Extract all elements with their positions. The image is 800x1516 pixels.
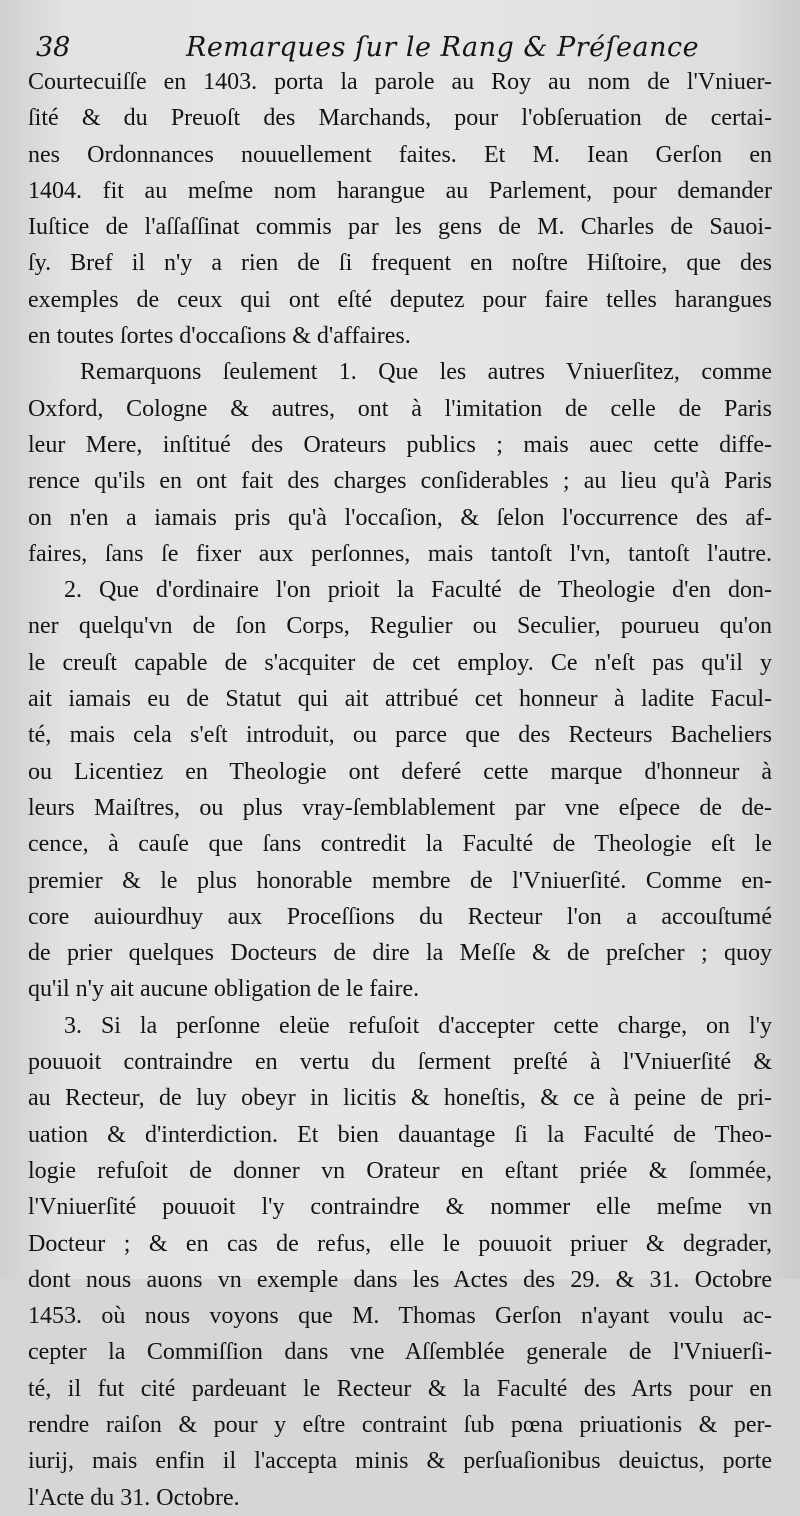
- text-line: leurs Maiſtres, ou plus vray-ſemblablement par vne eſpece de de-: [28, 794, 772, 821]
- text-line: 2. Que d'ordinaire l'on prioit la Faculté de Theologie d'en don-: [64, 577, 772, 604]
- text-line: faires, ſans ſe fixer aux perſonnes, mais tantoſt l'vn, tantoſt l'autre.: [28, 540, 772, 567]
- text-line: té, mais cela s'eſt introduit, ou parce que des Recteurs Bacheliers: [28, 722, 772, 749]
- text-line: Iuſtice de l'aſſaſſinat commis par les gens de M. Charles de Sauoi-: [28, 214, 772, 241]
- text-line: en toutes ſortes d'occaſions & d'affaires.: [28, 323, 411, 350]
- text-line: pouuoit contraindre en vertu du ſerment preſté à l'Vniuerſité &: [28, 1049, 772, 1076]
- text-line: Docteur ; & en cas de refus, elle le pouuoit priuer & degrader,: [28, 1230, 772, 1257]
- text-line: nes Ordonnances nouuellement faites. Et M. Iean Gerſon en: [28, 141, 772, 168]
- text-line: Remarquons ſeulement 1. Que les autres Vniuerſitez, comme: [80, 359, 772, 386]
- text-line: Oxford, Cologne & autres, ont à l'imitation de celle de Paris: [28, 395, 772, 422]
- text-line: 3. Si la perſonne eleüe refuſoit d'accepter cette charge, on l'y: [64, 1012, 772, 1039]
- text-line: iurij, mais enfin il l'accepta minis & perſuaſionibus deuictus, porte: [28, 1448, 772, 1475]
- text-line: qu'il n'y ait aucune obligation de le faire.: [28, 976, 420, 1003]
- text-line: ou Licentiez en Theologie ont deferé cette marque d'honneur à: [28, 758, 772, 785]
- text-line: Courtecuiſſe en 1403. porta la parole au Roy au nom de l'Vniuer-: [28, 69, 772, 95]
- text-line: 1404. fit au meſme nom harangue au Parlement, pour demander: [28, 177, 772, 204]
- text-line: on n'en a iamais pris qu'à l'occaſion, & ſelon l'occurrence des af-: [28, 504, 772, 531]
- text-line: cence, à cauſe que ſans contredit la Faculté de Theologie eſt le: [28, 831, 772, 858]
- text-line: cepter la Commiſſion dans vne Aſſemblée generale de l'Vniuerſi-: [28, 1339, 772, 1366]
- text-line: premier & le plus honorable membre de l'Vniuerſité. Comme en-: [28, 867, 772, 894]
- page-number: 38: [36, 32, 71, 63]
- text-line: de prier quelques Docteurs de dire la Meſſe & de preſcher ; quoy: [28, 940, 772, 967]
- text-line: l'Acte du 31. Octobre.: [28, 1484, 240, 1511]
- text-line: ner quelqu'vn de ſon Corps, Regulier ou Seculier, pourueu qu'on: [28, 613, 772, 640]
- text-line: le creuſt capable de s'acquiter de cet employ. Ce n'eſt pas qu'il y: [28, 649, 772, 676]
- text-line: rence qu'ils en ont fait des charges conſiderables ; au lieu qu'à Paris: [28, 468, 772, 495]
- text-line: l'Vniuerſité pouuoit l'y contraindre & nommer elle meſme vn: [28, 1194, 772, 1221]
- text-line: uation & d'interdiction. Et bien dauantage ſi la Faculté de Theo-: [28, 1121, 772, 1148]
- text-line: rendre raiſon & pour y eſtre contraint ſub pœna priuationis & per-: [28, 1411, 772, 1438]
- text-line: exemples de ceux qui ont eſté deputez pour faire telles harangues: [28, 286, 772, 313]
- text-line: ſy. Bref il n'y a rien de ſi frequent en noſtre Hiſtoire, que des: [28, 250, 772, 277]
- text-line: leur Mere, inſtitué des Orateurs publics ; mais auec cette diffe-: [28, 431, 772, 458]
- running-title: Remarques ſur le Rang & Préſeance: [186, 32, 700, 63]
- text-line: core auiourdhuy aux Proceſſions du Recteur l'on a accouſtumé: [28, 903, 772, 930]
- body-text: [28, 64, 772, 1516]
- text-line: ſité & du Preuoſt des Marchands, pour l'obſeruation de certai-: [28, 105, 772, 132]
- text-line: au Recteur, de luy obeyr in licitis & honeſtis, & ce à peine de pri-: [28, 1085, 772, 1112]
- text-line: logie refuſoit de donner vn Orateur en eſtant priée & ſommée,: [28, 1157, 772, 1184]
- text-line: dont nous auons vn exemple dans les Actes des 29. & 31. Octobre: [28, 1266, 772, 1293]
- text-line: ait iamais eu de Statut qui ait attribué cet honneur à ladite Facul-: [28, 686, 772, 713]
- text-line: 1453. où nous voyons que M. Thomas Gerſon n'ayant voulu ac-: [28, 1303, 772, 1330]
- text-line: té, il fut cité pardeuant le Recteur & la Faculté des Arts pour en: [28, 1375, 772, 1402]
